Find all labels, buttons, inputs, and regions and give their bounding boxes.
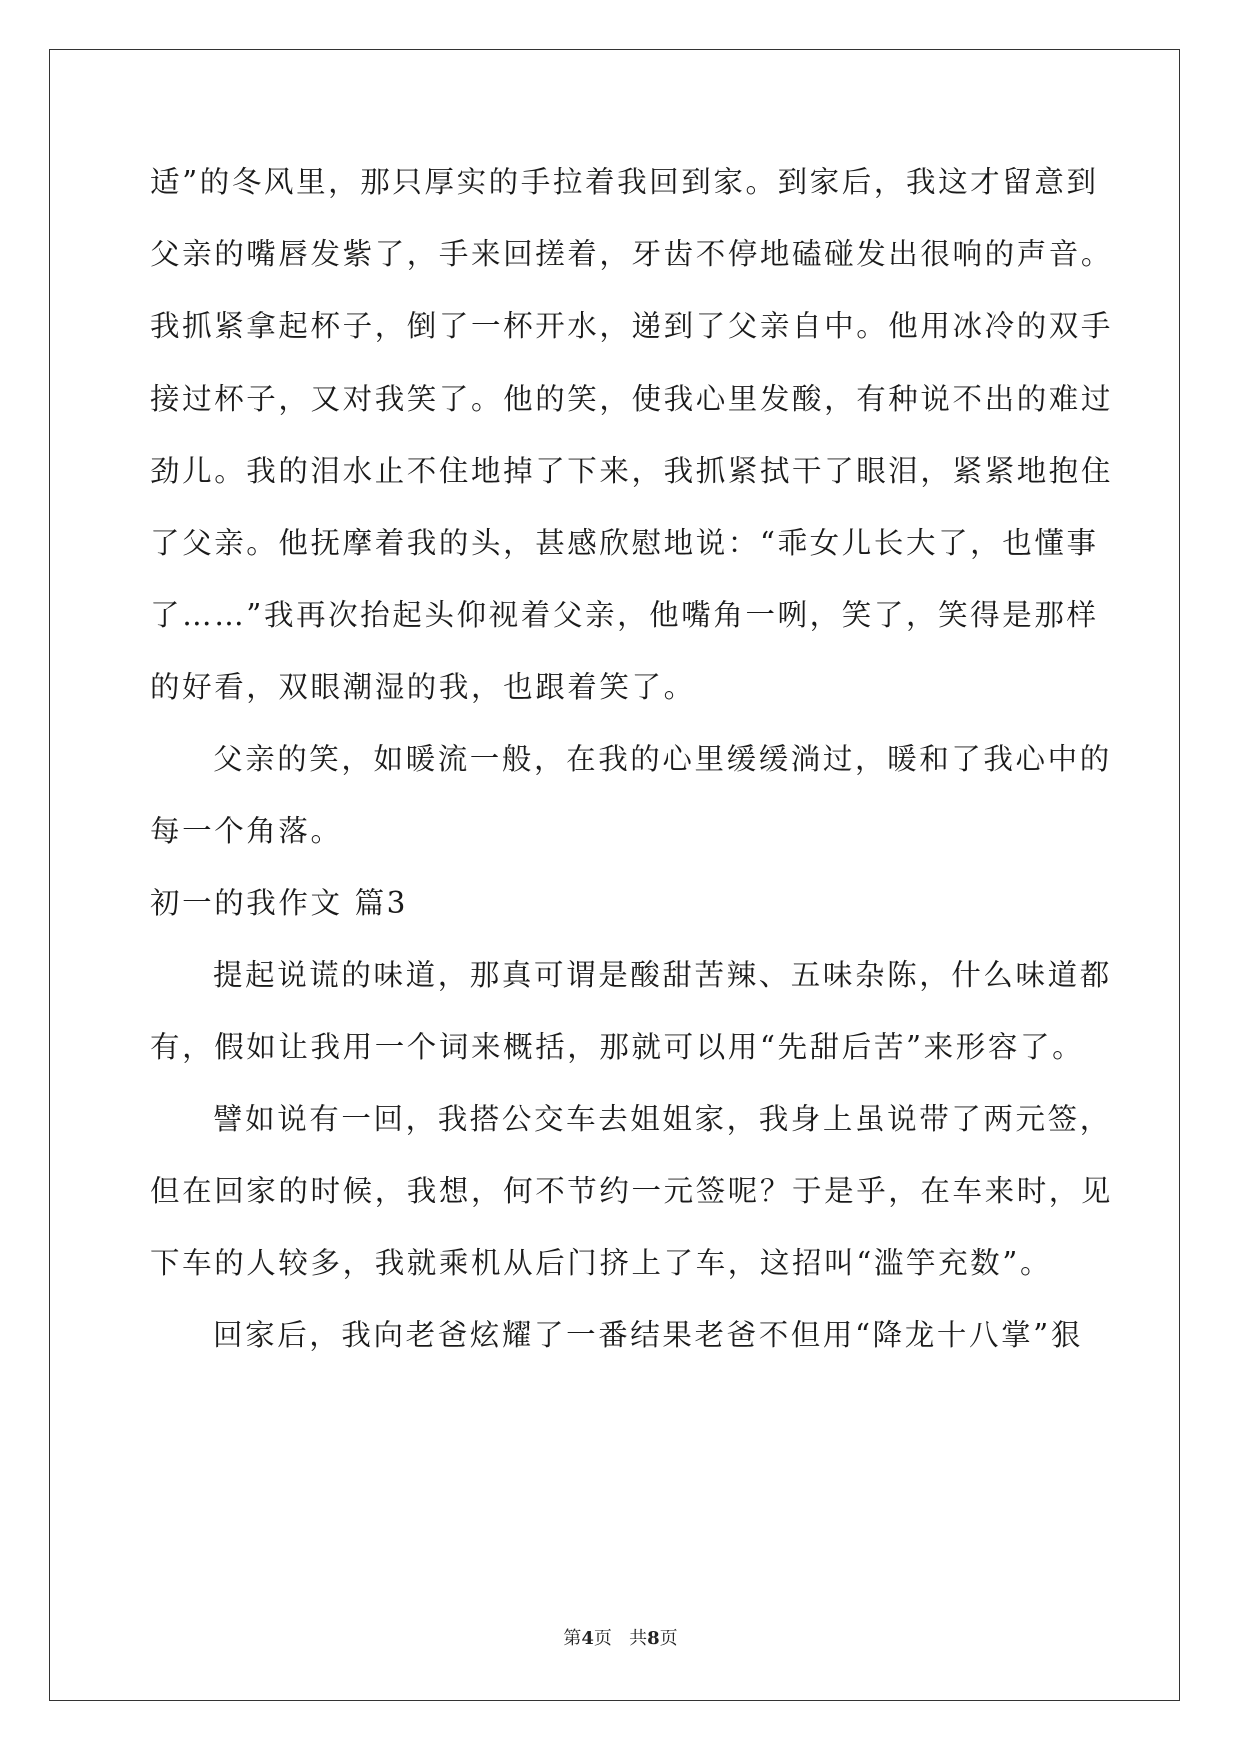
text-line: 每一个角落。 (150, 814, 343, 848)
page-footer (0, 1624, 1241, 1650)
footer-suffix: 页 (659, 1628, 678, 1649)
text-line: 父亲的嘴唇发紫了，手来回搓着，牙齿不停地磕碰发出很响的声音。 (150, 237, 1114, 271)
text-line: 回家后，我向老爸炫耀了一番结果老爸不但用“降龙十八掌”狠 (213, 1318, 1083, 1352)
text-line: 劲儿。我的泪水止不住地掉了下来，我抓紧拭干了眼泪，紧紧地抱住 (150, 454, 1114, 488)
footer-mid: 页 共 (593, 1628, 648, 1649)
text-line: 下车的人较多，我就乘机从后门挤上了车，这招叫“滥竽充数”。 (150, 1246, 1053, 1280)
section-heading: 初一的我作文 篇3 (150, 886, 409, 920)
text-line: 父亲的笑，如暖流一般，在我的心里缓缓淌过，暖和了我心中的 (213, 742, 1112, 776)
text-line: 我抓紧拿起杯子，倒了一杯开水，递到了父亲自中。他用冰冷的双手 (150, 309, 1114, 343)
current-page-number: 4 (581, 1628, 594, 1649)
text-line: 适”的冬风里，那只厚实的手拉着我回到家。到家后，我这才留意到 (150, 165, 1099, 199)
text-line: 有，假如让我用一个词来概括，那就可以用“先甜后苦”来形容了。 (150, 1030, 1085, 1064)
text-line: 的好看，双眼潮湿的我，也跟着笑了。 (150, 670, 696, 704)
footer-prefix: 第 (563, 1628, 582, 1649)
page-frame (49, 49, 1180, 1701)
text-line: 了……”我再次抬起头仰视着父亲，他嘴角一咧，笑了，笑得是那样 (150, 598, 1099, 632)
text-line: 但在回家的时候，我想，何不节约一元签呢？于是乎，在车来时，见 (150, 1174, 1114, 1208)
text-line: 提起说谎的味道，那真可谓是酸甜苦辣、五味杂陈，什么味道都 (213, 958, 1112, 992)
text-line: 接过杯子，又对我笑了。他的笑，使我心里发酸，有种说不出的难过 (150, 382, 1114, 416)
text-line: 譬如说有一回，我搭公交车去姐姐家，我身上虽说带了两元签， (213, 1102, 1112, 1136)
total-page-number: 8 (647, 1628, 660, 1649)
text-line: 了父亲。他抚摩着我的头，甚感欣慰地说：“乖女儿长大了，也懂事 (150, 526, 1099, 560)
